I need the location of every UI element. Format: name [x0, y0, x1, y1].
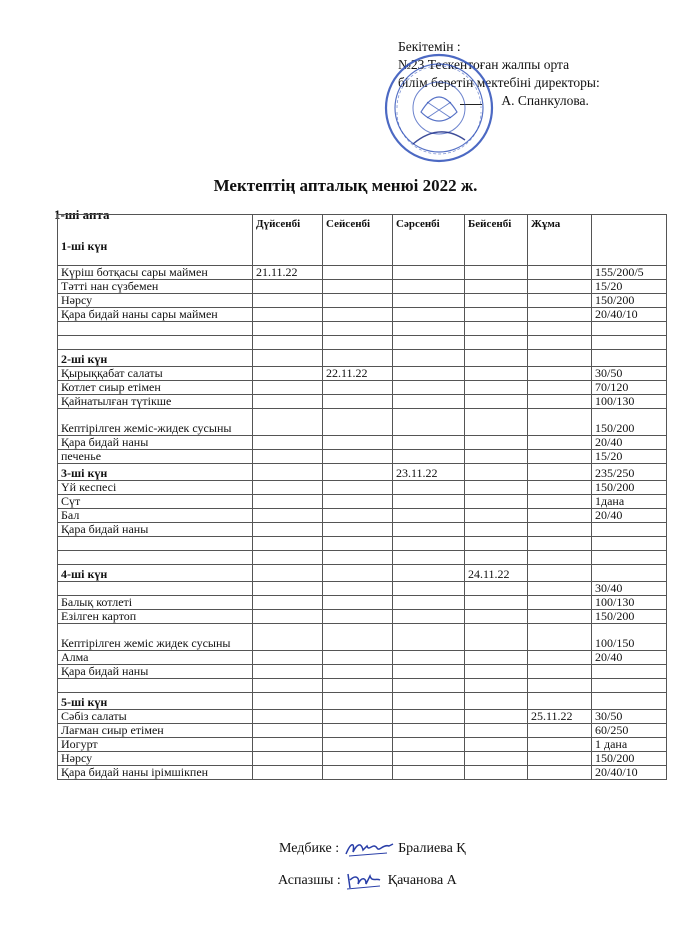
approval-school: №23 Тескентоған жалпы орта: [398, 57, 570, 72]
table-row: [58, 367, 667, 381]
dish-name: Балық котлеті: [58, 596, 253, 610]
table-row: [58, 651, 667, 665]
portion: 150/200: [592, 481, 667, 495]
header-portion: [592, 215, 667, 266]
portion: 235/250: [592, 464, 667, 481]
table-row: [58, 409, 667, 436]
approval-heading: Бекітемін :: [398, 39, 461, 54]
dish-name: Кептірілген жеміс жидек сусыны: [58, 624, 253, 651]
table-row: [58, 395, 667, 409]
table-row: [58, 624, 667, 651]
portion: 1дана: [592, 495, 667, 509]
table-row: [58, 436, 667, 450]
header-thursday: Бейсенбі: [465, 215, 528, 266]
header-monday: Дүйсенбі: [253, 215, 323, 266]
portion: 30/40: [592, 582, 667, 596]
cook-label: Аспазшы :: [278, 873, 341, 889]
portion: 150/200: [592, 752, 667, 766]
portion: 20/40/10: [592, 308, 667, 322]
nurse-name: Бралиева Қ: [398, 841, 466, 857]
portion: 150/200: [592, 610, 667, 624]
dish-name: Алма: [58, 651, 253, 665]
day-name: 4-ші күн: [58, 565, 253, 582]
nurse-signature-mark: [343, 838, 395, 860]
table-row: [58, 308, 667, 322]
cook-name: Қачанова А: [387, 873, 457, 889]
table-row: [58, 582, 667, 596]
dish-name: Үй кеспесі: [58, 481, 253, 495]
table-header-row: [58, 215, 667, 266]
table-row: [58, 464, 667, 481]
portion: 20/40: [592, 509, 667, 523]
dish-name: Котлет сиыр етімен: [58, 381, 253, 395]
dish-name: Қара бидай наны: [58, 436, 253, 450]
header-day1: 1-ші күн: [58, 215, 253, 266]
day-name: 3-ші күн: [58, 464, 253, 481]
table-row: [58, 738, 667, 752]
header-wednesday: Сәрсенбі: [393, 215, 465, 266]
table-row: [58, 752, 667, 766]
dish-name: Қара бидай наны сары маймен: [58, 308, 253, 322]
dish-name: Нәрсу: [58, 752, 253, 766]
table-row: [58, 693, 667, 710]
table-row: [58, 381, 667, 395]
dish-name: Қырыққабат салаты: [58, 367, 253, 381]
portion: 20/40: [592, 651, 667, 665]
table-row: [58, 665, 667, 679]
portion: 100/150: [592, 624, 667, 651]
dish-name: Тәтті нан сүзбемен: [58, 280, 253, 294]
dish-name: Иогурт: [58, 738, 253, 752]
table-row: [58, 350, 667, 367]
portion: 60/250: [592, 724, 667, 738]
dish-name: Қара бидай наны: [58, 523, 253, 537]
table-row: [58, 294, 667, 308]
header-tuesday: Сейсенбі: [323, 215, 393, 266]
portion: 100/130: [592, 596, 667, 610]
director-name: А. Спанкулова.: [501, 93, 589, 108]
weekly-menu-table: [57, 214, 667, 780]
menu-date: 22.11.22: [323, 367, 393, 381]
table-row: [58, 509, 667, 523]
table-row: [58, 523, 667, 537]
portion: 1 дана: [592, 738, 667, 752]
dish-name: Қара бидай наны: [58, 665, 253, 679]
dish-name: Нәрсу: [58, 294, 253, 308]
dish-name: Езілген картоп: [58, 610, 253, 624]
table-row: [58, 610, 667, 624]
menu-date: 24.11.22: [465, 565, 528, 582]
portion: 150/200: [592, 294, 667, 308]
portion: 150/200: [592, 409, 667, 436]
dish-name: Бал: [58, 509, 253, 523]
table-row: [58, 450, 667, 464]
portion: 155/200/5: [592, 266, 667, 280]
cook-signature-mark: [344, 870, 384, 892]
dish-name: Қайнатылған түтікше: [58, 395, 253, 409]
day-name: 5-ші күн: [58, 693, 253, 710]
menu-date: 23.11.22: [393, 464, 465, 481]
table-row: [58, 481, 667, 495]
portion: 70/120: [592, 381, 667, 395]
document-title: Мектептің апталық менюі 2022 ж.: [213, 176, 478, 195]
nurse-label: Медбике :: [279, 841, 340, 857]
school-seal-stamp: [383, 52, 495, 164]
dish-name: Сәбіз салаты: [58, 710, 253, 724]
portion: 20/40: [592, 436, 667, 450]
portion: 100/130: [592, 395, 667, 409]
day-name: 2-ші күн: [58, 350, 253, 367]
table-row: [58, 724, 667, 738]
portion: 20/40/10: [592, 766, 667, 780]
header-friday: Жұма: [528, 215, 592, 266]
dish-name: Қара бидай наны ірімшікпен: [58, 766, 253, 780]
table-row: [58, 495, 667, 509]
table-row: [58, 596, 667, 610]
dish-name: печенье: [58, 450, 253, 464]
table-row: [58, 710, 667, 724]
table-row: [58, 565, 667, 582]
week-label: 1-ші апта: [54, 207, 110, 222]
menu-date: 25.11.22: [528, 710, 592, 724]
portion: 15/20: [592, 280, 667, 294]
portion: 30/50: [592, 710, 667, 724]
dish-name: Сүт: [58, 495, 253, 509]
table-row: [58, 280, 667, 294]
menu-date: 21.11.22: [253, 266, 323, 280]
approval-role: білім беретін мектебіні директоры:: [398, 75, 600, 90]
dish-name: Кептірілген жеміс-жидек сусыны: [58, 409, 253, 436]
dish-name: Күріш ботқасы сары маймен: [58, 266, 253, 280]
portion: 15/20: [592, 450, 667, 464]
table-row: [58, 266, 667, 280]
portion: 30/50: [592, 367, 667, 381]
dish-name: Лағман сиыр етімен: [58, 724, 253, 738]
table-row: [58, 766, 667, 780]
